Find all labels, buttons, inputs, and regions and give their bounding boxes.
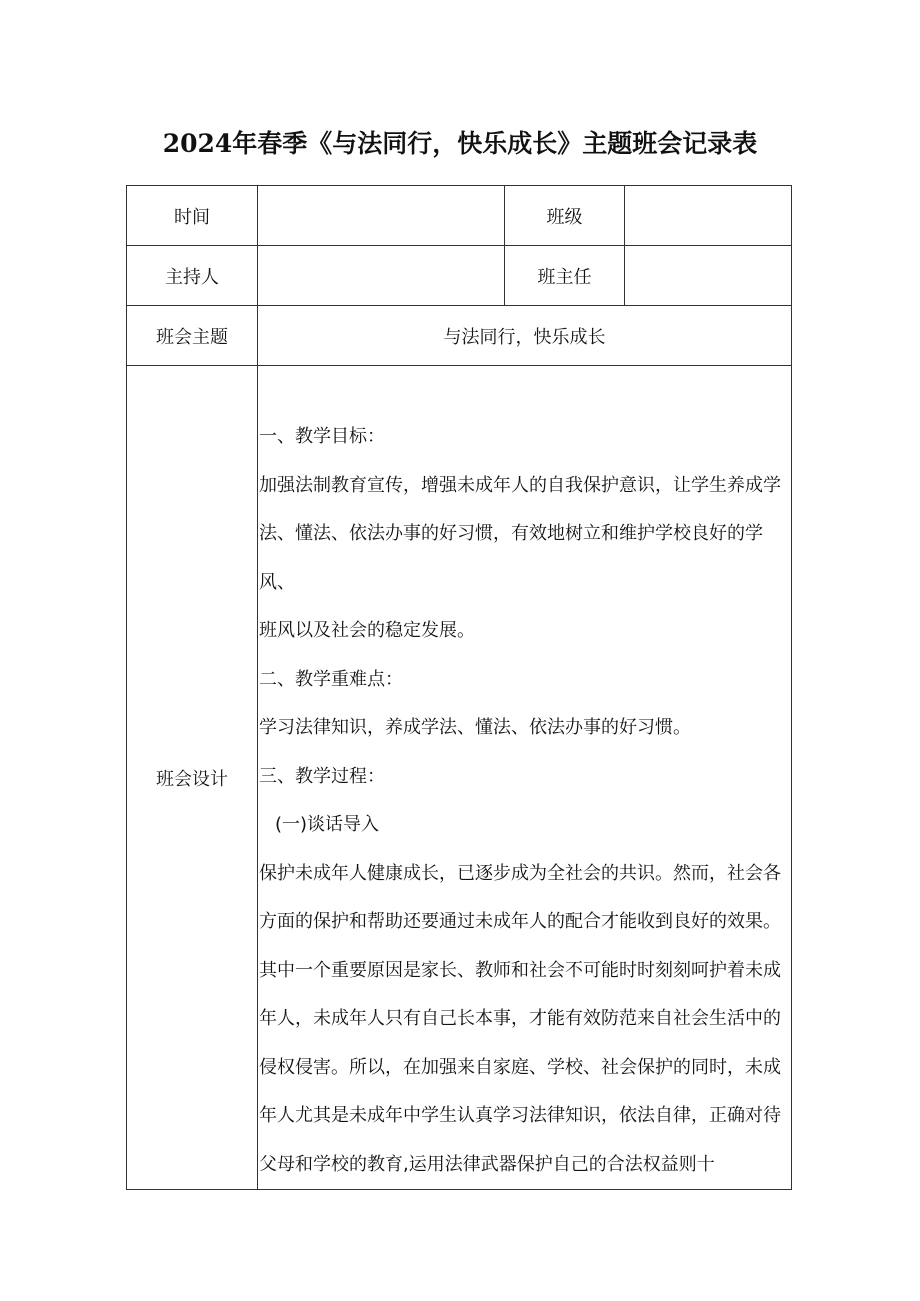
teacher-value-cell[interactable] <box>625 246 792 306</box>
paragraph-line: 年人尤其是未成年中学生认真学习法律知识，依法自律，正确对待 <box>259 1105 781 1126</box>
meeting-record-table <box>126 185 792 1190</box>
row-time-class <box>127 186 792 246</box>
page-title: 2024年春季《与法同行，快乐成长》主题班会记录表 <box>162 129 758 158</box>
design-content-cell <box>258 366 792 1190</box>
paragraph-line: 法、懂法、依法办事的好习惯，有效地树立和维护学校良好的学风、 <box>259 523 763 593</box>
design-label: 班会设计 <box>127 366 258 1190</box>
paragraph-line: 其中一个重要原因是家长、教师和社会不可能时时刻刻呵护着未成 <box>259 959 781 981</box>
subsection-heading-intro: (一)谈话导入 <box>275 814 380 835</box>
paragraph-line: 年人，未成年人只有自己长本事，才能有效防范来自社会生活中的 <box>259 1008 781 1029</box>
paragraph-line: 方面的保护和帮助还要通过未成年人的配合才能收到良好的效果。 <box>259 911 781 932</box>
paragraph-line: 学习法律知识，养成学法、懂法、依法办事的好习惯。 <box>259 717 691 738</box>
section-heading-process: 三、教学过程： <box>259 765 385 787</box>
paragraph-line: 侵权侵害。所以，在加强来自家庭、学校、社会保护的同时，未成 <box>259 1056 781 1078</box>
row-topic <box>127 306 792 366</box>
teacher-label: 班主任 <box>505 246 625 306</box>
time-value-cell[interactable] <box>258 186 505 246</box>
row-host-teacher <box>127 246 792 306</box>
section-heading-goals: 一、教学目标： <box>259 426 385 447</box>
topic-label: 班会主题 <box>127 306 258 366</box>
section-heading-key-points: 二、教学重难点： <box>259 668 403 690</box>
time-label: 时间 <box>127 186 258 246</box>
class-value-cell[interactable] <box>625 186 792 246</box>
topic-value: 与法同行，快乐成长 <box>258 306 792 366</box>
paragraph-line: 保护未成年人健康成长，已逐步成为全社会的共识。然而，社会各 <box>259 862 781 884</box>
paragraph-line: 加强法制教育宣传，增强未成年人的自我保护意识，让学生养成学 <box>259 474 781 496</box>
row-design <box>127 366 792 1190</box>
host-label: 主持人 <box>127 246 258 306</box>
paragraph-line: 父母和学校的教育,运用法律武器保护自己的合法权益则十 <box>259 1153 715 1175</box>
class-label: 班级 <box>505 186 625 246</box>
paragraph-line: 班风以及社会的稳定发展。 <box>259 620 475 641</box>
host-value-cell[interactable] <box>258 246 505 306</box>
